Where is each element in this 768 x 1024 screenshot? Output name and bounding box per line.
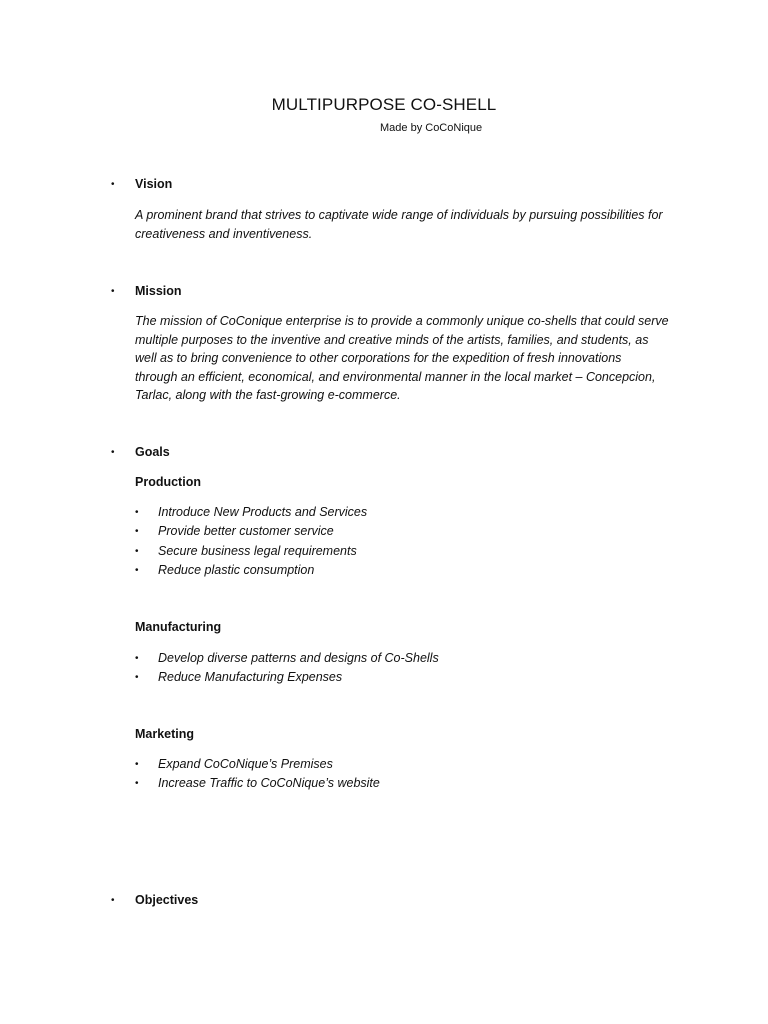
bullet-icon: • [135,759,139,770]
mission-heading-label: Mission [135,284,182,298]
vision-text [135,206,695,243]
production-list [135,503,367,580]
vision-text-line: creativeness and inventiveness. [135,226,313,241]
production-heading: Production [135,475,201,489]
bullet-icon: • [135,653,139,664]
goals-heading-label: Goals [135,445,170,459]
bullet-icon: • [135,507,139,518]
vision-text-line: A prominent brand that strives to captivate wide range of individuals by pursuing possibilities for [135,208,663,222]
list-item [135,561,367,580]
mission-text [135,312,695,405]
list-item-label: Develop diverse patterns and designs of Co-Shells [158,651,439,665]
list-item [135,668,439,687]
goals-heading [111,445,170,459]
document-title: MULTIPURPOSE CO-SHELL [271,95,497,114]
list-item [135,774,380,793]
bullet-icon: • [111,894,115,906]
list-item-label: Expand CoCoNique’s Premises [158,757,333,771]
bullet-icon: • [135,564,139,576]
objectives-heading-label: Objectives [135,893,199,907]
mission-text-line: well as to bring convenience to other corporations for the expedition of fresh innovations [135,351,622,366]
bullet-icon: • [111,446,115,458]
objectives-heading [111,893,198,907]
marketing-list [135,755,380,794]
bullet-icon: • [111,178,115,190]
marketing-heading: Marketing [135,727,195,741]
list-item-label: Secure business legal requirements [158,543,357,558]
list-item-label: Increase Traffic to CoCoNique’s website [158,776,380,791]
bullet-icon: • [111,285,115,297]
list-item [135,649,439,668]
mission-heading [111,284,182,298]
bullet-icon: • [135,778,139,790]
manufacturing-list [135,649,439,688]
mission-text-line: Tarlac, along with the fast-growing e-commerce. [135,388,401,403]
manufacturing-heading: Manufacturing [135,620,222,634]
list-item [135,755,380,774]
vision-heading-label: Vision [135,177,173,191]
mission-text-line: multiple purposes to the inventive and creative minds of the artists, families, and students, as [135,332,649,347]
list-item-label: Provide better customer service [158,524,334,539]
mission-text-line: through an efficient, economical, and environmental manner in the local market – Concepcion, [135,369,656,384]
list-item [135,542,367,561]
list-item-label: Reduce Manufacturing Expenses [158,670,343,685]
document-subtitle: Made by CoCoNique [380,122,483,134]
list-item-label: Introduce New Products and Services [158,505,368,519]
mission-text-line: The mission of CoConique enterprise is to provide a commonly unique co-shells that could serve [135,314,669,328]
list-item [135,522,367,541]
list-item-label: Reduce plastic consumption [158,562,315,577]
bullet-icon: • [135,545,139,557]
bullet-icon: • [135,526,139,538]
bullet-icon: • [135,672,139,684]
list-item [135,503,367,522]
vision-heading [111,177,172,191]
